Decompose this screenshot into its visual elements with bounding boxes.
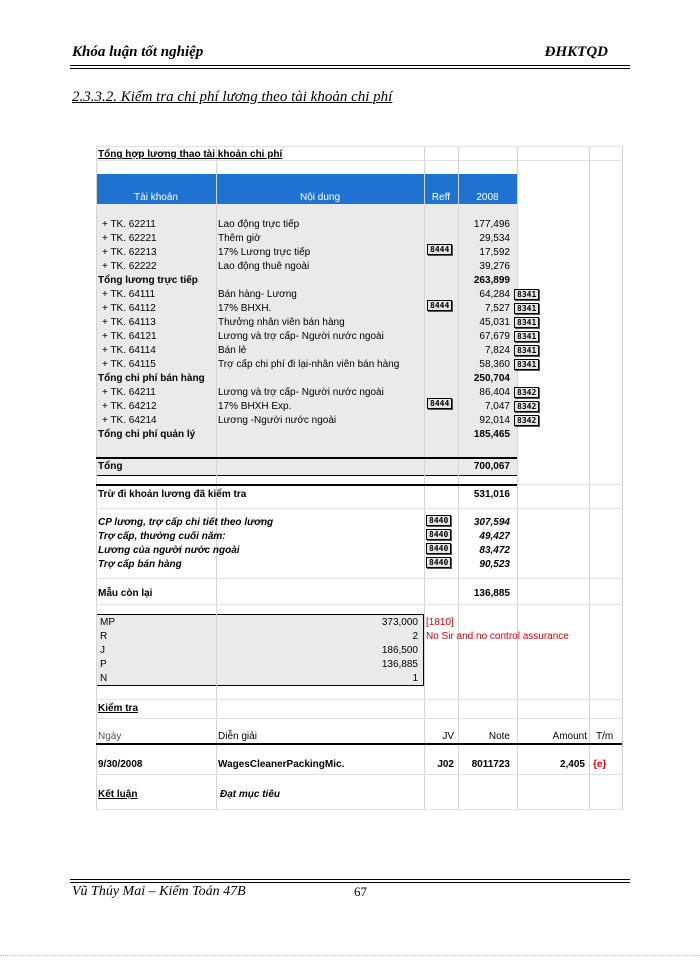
check-date: 9/30/2008 (98, 759, 143, 770)
total-rule (96, 457, 517, 459)
col-header-account: Tài khoản (134, 192, 178, 203)
account-description: 17% BHXH. (218, 303, 272, 314)
subtotal-amount: 185,465 (473, 429, 510, 440)
section-title: 2.3.3.2. Kiểm tra chi phí lương theo tài khoản chi phí (72, 89, 393, 105)
account-description: Lao động trực tiếp (218, 219, 300, 230)
account-code: + TK. 64121 (102, 331, 157, 342)
reff-tag: 8444 (427, 244, 452, 255)
account-code: + TK. 64114 (102, 345, 156, 356)
param-key: MP (100, 617, 115, 628)
param-key: J (100, 645, 105, 656)
header-rule-2 (70, 68, 630, 69)
param-value: 186,500 (381, 645, 418, 656)
account-description: Bán hàng- Lương (218, 289, 297, 300)
remaining-amount: 136,885 (473, 588, 510, 599)
spreadsheet (96, 146, 623, 810)
crossref-tag: 8341 (514, 331, 539, 342)
account-code: + TK. 64113 (102, 317, 156, 328)
account-code: + TK. 62222 (102, 261, 157, 272)
param-key: P (100, 659, 107, 670)
reff-tag: 8444 (427, 300, 452, 311)
col-header-year: 2008 (476, 192, 499, 203)
conclusion-label: Kết luận (98, 789, 138, 800)
grand-total-label: Tổng (98, 461, 123, 472)
checked-item-label: Lương của người nước ngoài (98, 545, 240, 556)
checked-item-amount: 49,427 (479, 531, 510, 542)
col-header-content: Nội dung (299, 192, 341, 203)
account-amount: 7,824 (484, 345, 510, 356)
account-amount: 67,679 (479, 331, 510, 342)
checked-item-label: Trợ cấp, thưởng cuối năm: (98, 531, 226, 542)
account-description: Lương -Người nước ngoài (218, 415, 337, 426)
checked-item-label: Trợ cấp bán hàng (98, 559, 182, 570)
subtotal-amount: 250,704 (473, 373, 510, 384)
account-amount: 58,360 (479, 359, 510, 370)
deduct-amount: 531,016 (473, 489, 510, 500)
grand-total-amount: 700,067 (473, 461, 510, 472)
param-key: R (100, 631, 108, 642)
col-header-reff: Reff (431, 192, 451, 203)
check-header-amount: Amount (552, 731, 587, 742)
subtotal-label: Tổng chi phí bán hàng (98, 373, 205, 384)
reff-tag: 8440 (426, 543, 451, 554)
subtotal-label: Tổng lương trực tiếp (98, 275, 198, 286)
check-amount: 2,405 (559, 759, 585, 770)
page-number: 67 (354, 884, 367, 899)
param-note: [1810] (426, 617, 454, 628)
account-code: + TK. 64214 (102, 415, 157, 426)
header-right: ĐHKTQD (544, 44, 608, 60)
account-description: Bán lẻ (218, 345, 247, 356)
account-amount: 45,031 (479, 317, 510, 328)
page-bottom-dotted (0, 955, 700, 956)
crossref-tag: 8342 (514, 415, 539, 426)
check-header-rule (96, 743, 622, 745)
check-header-date: Ngày (98, 731, 122, 742)
footer-rule-2 (70, 882, 630, 883)
account-code: + TK. 64211 (102, 387, 156, 398)
sheet-title: Tổng hợp lương thao tài khoản chi phí (98, 149, 283, 160)
check-header-tm: T/m (596, 731, 614, 742)
crossref-tag: 8342 (514, 401, 539, 412)
check-title: Kiểm tra (98, 703, 139, 714)
param-value: 2 (412, 631, 418, 642)
param-value: 136,885 (381, 659, 418, 670)
account-code: + TK. 62211 (102, 219, 156, 230)
remaining-label: Mẫu còn lại (98, 588, 153, 599)
account-code: + TK. 62221 (102, 233, 157, 244)
account-amount: 64,284 (479, 289, 510, 300)
checked-item-amount: 307,594 (473, 517, 510, 528)
account-description: Lao động thuê ngoài (218, 261, 310, 272)
account-description: Lương và trợ cấp- Người nước ngoài (218, 387, 384, 398)
deduct-label: Trừ đi khoản lương đã kiểm tra (98, 489, 247, 500)
check-header-desc: Diễn giải (218, 731, 257, 742)
check-note: 8011723 (471, 759, 510, 770)
header-rule (70, 65, 630, 66)
header-left: Khóa luận tốt nghiệp (72, 44, 204, 60)
account-description: Lương và trợ cấp- Người nước ngoài (218, 331, 384, 342)
account-amount: 7,047 (484, 401, 510, 412)
check-jv: J02 (437, 759, 454, 770)
total-rule-bottom (96, 484, 517, 486)
account-code: + TK. 64212 (102, 401, 157, 412)
crossref-tag: 8341 (514, 289, 539, 300)
subtotal-amount: 263,899 (473, 275, 510, 286)
account-description: 17% BHXH Exp. (218, 401, 292, 412)
checked-item-amount: 83,472 (479, 545, 510, 556)
param-note: No Sir and no control assurance (426, 631, 569, 642)
account-code: + TK. 64112 (102, 303, 156, 314)
crossref-tag: 8341 (514, 317, 539, 328)
account-amount: 17,592 (479, 247, 510, 258)
account-amount: 92,014 (479, 415, 510, 426)
account-amount: 177,496 (473, 219, 510, 230)
check-tm: {e} (593, 759, 607, 770)
check-header-note: Note (488, 731, 510, 742)
footer-rule (70, 879, 630, 880)
account-code: + TK. 64115 (102, 359, 156, 370)
check-header-jv: JV (442, 731, 454, 742)
reff-tag: 8444 (427, 398, 452, 409)
check-desc: WagesCleanerPackingMic. (218, 759, 345, 770)
crossref-tag: 8341 (514, 303, 539, 314)
account-description: Thưởng nhân viên bán hàng (218, 317, 345, 328)
account-amount: 29,534 (479, 233, 510, 244)
crossref-tag: 8342 (514, 387, 539, 398)
account-description: Thêm giờ (218, 233, 261, 244)
account-code: + TK. 62213 (102, 247, 157, 258)
crossref-tag: 8341 (514, 345, 539, 356)
conclusion-value: Đạt mục tiêu (220, 789, 281, 800)
param-key: N (100, 673, 108, 684)
subtotal-label: Tổng chi phí quản lý (98, 429, 196, 440)
reff-tag: 8440 (426, 515, 451, 526)
account-description: Trợ cấp chi phí đi lại-nhân viên bán hàng (218, 359, 400, 370)
crossref-tag: 8341 (514, 359, 539, 370)
reff-tag: 8440 (426, 529, 451, 540)
reff-tag: 8440 (426, 557, 451, 568)
account-amount: 86,404 (479, 387, 510, 398)
account-amount: 7,527 (484, 303, 510, 314)
footer-author: Vũ Thúy Mai – Kiểm Toán 47B (72, 884, 246, 899)
checked-item-amount: 90,523 (479, 559, 510, 570)
account-description: 17% Lương trực tiếp (218, 247, 311, 258)
checked-item-label: CP lương, trợ cấp chi tiết theo lương (98, 517, 274, 528)
account-code: + TK. 64111 (102, 289, 156, 300)
param-value: 373,000 (381, 617, 418, 628)
account-amount: 39,276 (479, 261, 510, 272)
param-value: 1 (412, 673, 418, 684)
